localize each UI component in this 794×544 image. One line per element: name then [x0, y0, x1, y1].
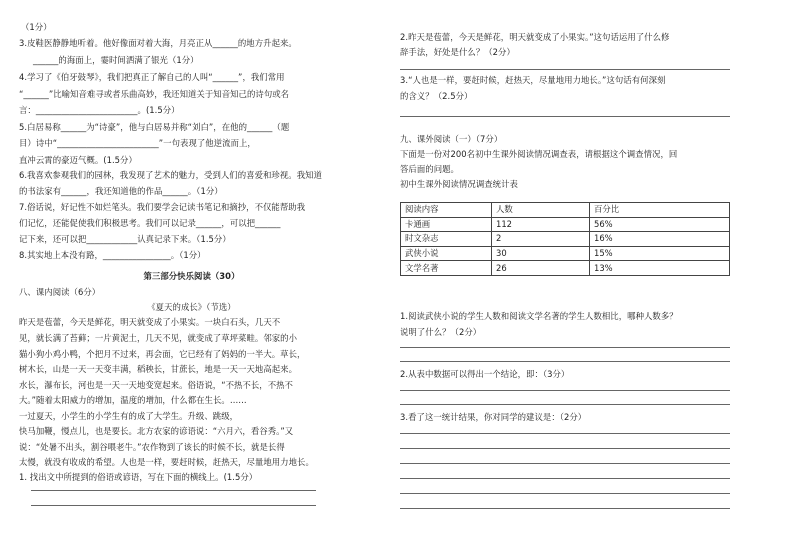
subsection-title: 八、课内阅读（6分） — [19, 287, 101, 297]
text-line: 8.其实地上本没有路，________________。（1分） — [19, 250, 206, 260]
table-cell: 56% — [590, 217, 730, 232]
table-cell: 15% — [590, 246, 730, 261]
text-line: 们记忆，还能促使我们积极思考。我们可以记录______，可以把______ — [19, 218, 281, 228]
text-line: 直冲云霄的豪迈气概。(1.5分） — [19, 155, 137, 165]
answer-line[interactable] — [31, 505, 316, 506]
question-2-cont: 辞手法，好处是什么？（2分） — [400, 47, 515, 57]
text-line: 的书法家有______，我还知道他的作品______。（1分） — [19, 186, 223, 196]
reading-question-1-cont: 说明了什么？（2分） — [400, 327, 482, 337]
reading-question-2: 2.从表中数据可以得出一个结论，即：（3分） — [400, 369, 570, 379]
table-cell: 武侠小说 — [401, 246, 492, 261]
passage-line: 树木长，山是一天一天变丰满，稻秧长，甘蔗长，地是一天一天地高起来。 — [19, 364, 298, 374]
table-header: 阅读内容 — [401, 203, 492, 218]
table-row — [401, 232, 730, 247]
section-title: 第三部分快乐阅读（30） — [143, 271, 240, 281]
passage-line: 大。”随着太阳威力的增加，温度的增加，什么都在生长。…… — [19, 395, 247, 405]
answer-line[interactable] — [400, 404, 730, 405]
table-header-row — [401, 203, 730, 218]
passage-line: 太慢，就没有收成的希望。人也是一样，要赶时候，赶热天，尽量地用力地长。 — [19, 457, 314, 467]
answer-line[interactable] — [400, 478, 730, 479]
text-line: 4.学习了《伯牙鼓琴》，我们把真正了解自己的人叫“______”，我们常用 — [19, 72, 285, 82]
table-title: 初中生课外阅读情况调查统计表 — [400, 179, 518, 189]
answer-line[interactable] — [400, 390, 730, 391]
answer-line[interactable] — [400, 448, 730, 449]
text-line: 6.我喜欢参观我们的园林，我发现了艺术的魅力，受到人们的喜爱和珍视。我知道 — [19, 170, 322, 180]
question-3: 3.“人也是一样，要赶时候，赶热天，尽量地用力地长。”这句话有何深刻 — [400, 75, 666, 85]
survey-table — [400, 202, 730, 276]
text-line: 言：________________________。(1.5分） — [19, 105, 180, 115]
table-cell: 卡通画 — [401, 217, 492, 232]
answer-line[interactable] — [400, 347, 730, 348]
table-cell: 26 — [492, 261, 590, 276]
answer-line[interactable] — [400, 493, 730, 494]
question-1: 1. 找出文中所提到的俗语或谚语，写在下面的横线上。(1.5分） — [19, 472, 258, 482]
passage-title: 《夏天的成长》（节选） — [147, 302, 236, 312]
intro-line: 答后面的问题。 — [400, 164, 459, 174]
answer-line[interactable] — [400, 69, 730, 70]
question-2: 2.昨天是苞蕾，今天是鲜花，明天就变成了小果实。”这句话运用了什么修 — [400, 32, 670, 42]
table-row — [401, 217, 730, 232]
text-line: 目）诗中“________________________”一句表现了他逆流而上， — [19, 138, 256, 148]
answer-line[interactable] — [31, 490, 316, 491]
passage-line: 水长，瀑布长，河也是一天一天地变宽起来。俗语说，“不热不长，不热不 — [19, 380, 293, 390]
passage-line: 说：“处暑不出头，割谷喂老牛。”农作物到了该长的时候不长，就是长得 — [19, 442, 285, 452]
table-header: 百分比 — [590, 203, 730, 218]
passage-line: 快马加鞭，慢点儿，也是要长。北方农家的谚语说：“六月六，看谷秀。”又 — [19, 426, 294, 436]
table-cell: 30 — [492, 246, 590, 261]
answer-line[interactable] — [400, 433, 730, 434]
intro-line: 下面是一份对200名初中生课外阅读情况调查表，请根据这个调查情况，回 — [400, 149, 678, 159]
text-line: （1分） — [21, 22, 52, 32]
table-cell: 112 — [492, 217, 590, 232]
section-9-title: 九、课外阅读（一）（7分） — [400, 134, 503, 144]
table-cell: 2 — [492, 232, 590, 247]
table-cell: 13% — [590, 261, 730, 276]
passage-line: 昨天是苞蕾，今天是鲜花，明天就变成了小果实。一块白石头，几天不 — [19, 317, 281, 327]
reading-question-1: 1.阅读武侠小说的学生人数和阅读文学名著的学生人数相比，哪种人数多？ — [400, 311, 678, 321]
table-header: 人数 — [492, 203, 590, 218]
passage-line: 猫小狗小鸡小鸭，个把月不过来，再会面，它已经有了妈妈的一半大。草长， — [19, 349, 306, 359]
table-cell: 时文杂志 — [401, 232, 492, 247]
answer-line[interactable] — [400, 116, 730, 117]
text-line: “______”比喻知音难寻或者乐曲高妙，我还知道关于知音知己的诗句或名 — [19, 89, 290, 99]
table-cell: 文学名著 — [401, 261, 492, 276]
text-line: 7.俗话说，好记性不如烂笔头。我们要学会记读书笔记和摘抄，不仅能帮助我 — [19, 202, 306, 212]
table-row — [401, 261, 730, 276]
passage-line: 一过夏天，小学生的小学生有的成了大学生。升级、跳级， — [19, 411, 239, 421]
passage-line: 见，就长满了苔藓；一片黄泥土，几天不见，就变成了草坪菜畦。邻家的小 — [19, 333, 298, 343]
question-3-cont: 的含义？（2.5分） — [400, 91, 473, 101]
text-line: 5.白居易称______为“诗豪”，他与白居易并称“刘白”，在他的______（题 — [19, 122, 290, 132]
answer-line[interactable] — [400, 361, 730, 362]
table-row — [401, 246, 730, 261]
text-line: ______的海面上，霎时间洒满了银光（1分） — [33, 55, 199, 65]
text-line: 记下来，还可以把____________认真记录下来。（1.5分） — [19, 234, 231, 244]
reading-question-3: 3.看了这一统计结果，你对同学的建议是：（2分） — [400, 412, 587, 422]
answer-line[interactable] — [400, 508, 730, 509]
text-line: 3.皮鞋医静静地听着。他好像面对着大海，月亮正从______的地方升起来。 — [19, 38, 297, 48]
table-cell: 16% — [590, 232, 730, 247]
answer-line[interactable] — [400, 463, 730, 464]
